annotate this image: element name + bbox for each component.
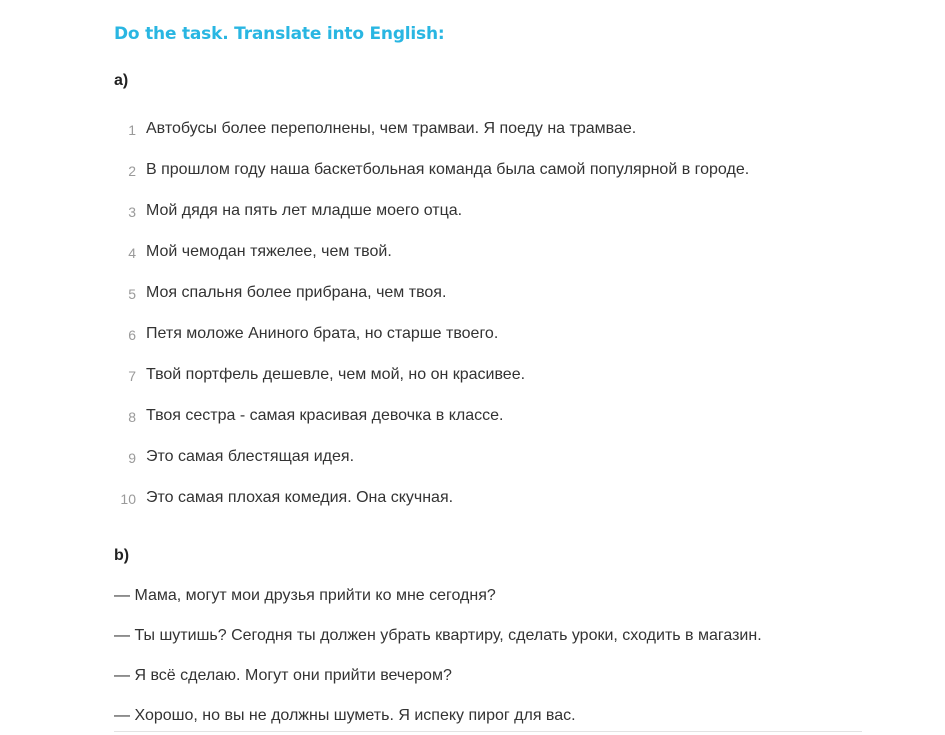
item-text: Твоя сестра - самая красивая девочка в классе. bbox=[146, 407, 504, 424]
list-item bbox=[114, 202, 749, 243]
dialog-line: — Я всё сделаю. Могут они прийти вечером? bbox=[114, 667, 452, 684]
section-b-label: b) bbox=[114, 547, 130, 564]
item-text: Это самая блестящая идея. bbox=[146, 448, 355, 465]
list-item bbox=[114, 243, 749, 284]
section-a-label: a) bbox=[114, 72, 129, 89]
sentence-list bbox=[114, 120, 749, 530]
item-text: В прошлом году наша баскетбольная команда была самой популярной в городе. bbox=[146, 161, 750, 178]
list-item bbox=[114, 161, 749, 202]
item-number: 5 bbox=[128, 286, 136, 302]
item-number: 10 bbox=[120, 491, 136, 507]
dialog-line: — Ты шутишь? Сегодня ты должен убрать квартиру, сделать уроки, сходить в магазин. bbox=[114, 627, 762, 644]
item-text: Мой чемодан тяжелее, чем твой. bbox=[146, 243, 392, 260]
item-number: 9 bbox=[128, 450, 136, 466]
list-item bbox=[114, 366, 749, 407]
item-text: Это самая плохая комедия. Она скучная. bbox=[146, 489, 454, 506]
task-title: Do the task. Translate into English: bbox=[114, 24, 445, 44]
list-item bbox=[114, 448, 749, 489]
dialog-line: — Хорошо, но вы не должны шуметь. Я испеку пирог для вас. bbox=[114, 707, 576, 724]
list-item bbox=[114, 407, 749, 448]
item-text: Петя моложе Аниного брата, но старше твоего. bbox=[146, 325, 499, 342]
divider bbox=[114, 731, 862, 732]
dialog-line: — Мама, могут мои друзья прийти ко мне сегодня? bbox=[114, 587, 496, 604]
item-text: Твой портфель дешевле, чем мой, но он красивее. bbox=[146, 366, 526, 383]
item-text: Мой дядя на пять лет младше моего отца. bbox=[146, 202, 463, 219]
item-number: 8 bbox=[128, 409, 136, 425]
list-item bbox=[114, 120, 749, 161]
list-item bbox=[114, 284, 749, 325]
dialog-list bbox=[114, 587, 762, 735]
list-item bbox=[114, 489, 749, 530]
item-text: Автобусы более переполнены, чем трамваи. Я поеду на трамвае. bbox=[146, 120, 637, 137]
item-number: 2 bbox=[128, 163, 136, 179]
item-number: 4 bbox=[128, 245, 136, 261]
item-number: 7 bbox=[128, 368, 136, 384]
list-item bbox=[114, 325, 749, 366]
item-number: 6 bbox=[128, 327, 136, 343]
item-number: 1 bbox=[128, 122, 136, 138]
item-text: Моя спальня более прибрана, чем твоя. bbox=[146, 284, 447, 301]
item-number: 3 bbox=[128, 204, 136, 220]
